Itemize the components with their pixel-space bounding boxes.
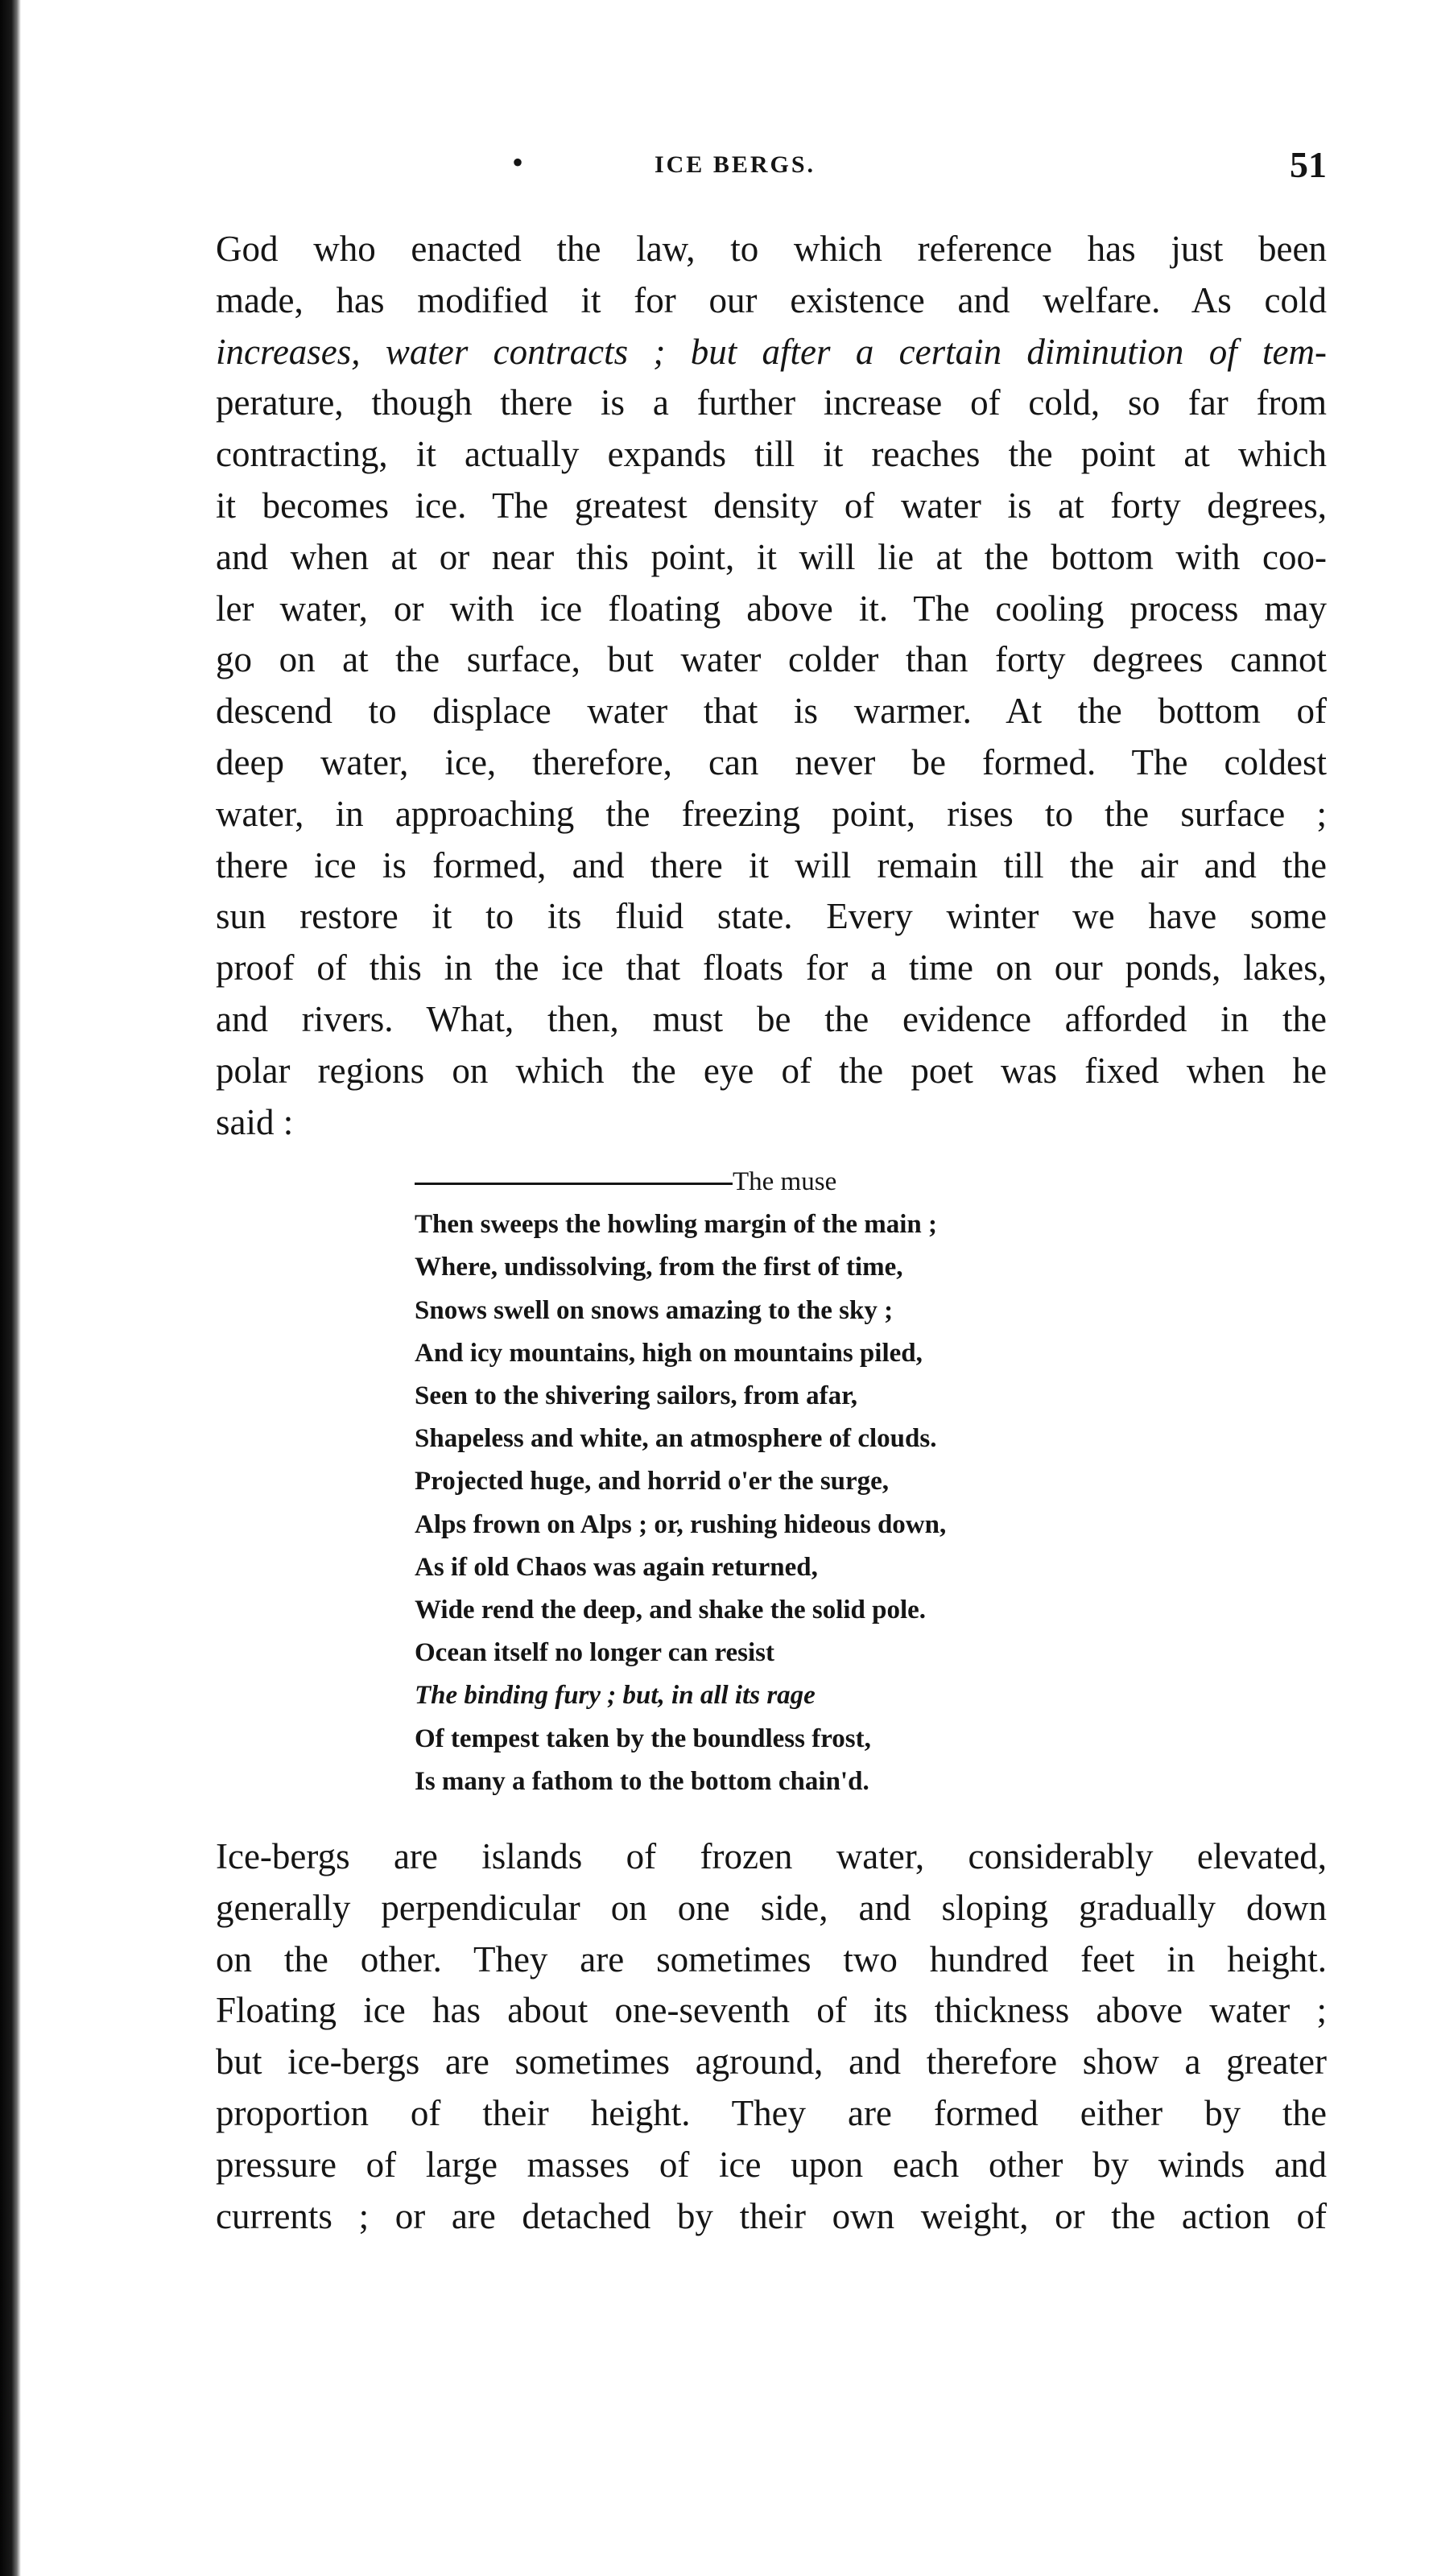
running-head bbox=[216, 143, 1327, 192]
poem-line: And icy mountains, high on mountains piled, bbox=[415, 1338, 923, 1368]
poem-line: Then sweeps the howling margin of the main ; bbox=[415, 1210, 938, 1240]
page-binding-edge bbox=[0, 0, 21, 2576]
text-line: water, in approaching the freezing point, rises to the surface ; bbox=[216, 793, 1327, 834]
poem-line: Wide rend the deep, and shake the solid pole. bbox=[415, 1596, 927, 1625]
text-line: said : bbox=[216, 1101, 294, 1142]
text-line: on the other. They are sometimes two hundred feet in height. bbox=[216, 1938, 1327, 1979]
text-line: generally perpendicular on one side, and sloping gradually down bbox=[216, 1887, 1327, 1928]
poem-quotation bbox=[415, 1161, 1220, 1803]
poem-line: Shapeless and white, an atmosphere of clouds. bbox=[415, 1424, 937, 1454]
text-line: descend to displace water that is warmer. At the bottom of bbox=[216, 691, 1327, 732]
text-line: pressure of large masses of ice upon each other by winds and bbox=[216, 2144, 1327, 2185]
text-line: and rivers. What, then, must be the evidence afforded in the bbox=[216, 998, 1327, 1039]
poem-line: Alps frown on Alps ; or, rushing hideous down, bbox=[415, 1509, 947, 1539]
text-line: deep water, ice, therefore, can never be formed. The coldest bbox=[216, 741, 1327, 782]
poem-line: Ocean itself no longer can resist bbox=[415, 1638, 774, 1668]
text-line: increases, water contracts ; but after a certain diminution of tem- bbox=[216, 331, 1327, 372]
text-line: and when at or near this point, it will lie at the bottom with coo- bbox=[216, 536, 1327, 577]
paragraph-ice-bergs bbox=[216, 1831, 1327, 2242]
text-line: proof of this in the ice that floats for a time on our ponds, lakes, bbox=[216, 947, 1327, 989]
em-dash-rule bbox=[415, 1183, 733, 1185]
text-line: ler water, or with ice floating above it. The cooling process may bbox=[216, 588, 1327, 629]
text-line: it becomes ice. The greatest density of water is at forty degrees, bbox=[216, 485, 1327, 526]
text-line: made, has modified it for our existence and welfare. As cold bbox=[216, 279, 1327, 320]
poem-line: As if old Chaos was again returned, bbox=[415, 1552, 818, 1582]
paragraph-continued bbox=[216, 224, 1327, 1148]
text-line: proportion of their height. They are formed either by the bbox=[216, 2092, 1327, 2133]
poem-line: Seen to the shivering sailors, from afar, bbox=[415, 1381, 857, 1411]
text-line: Ice-bergs are islands of frozen water, considerably elevated, bbox=[216, 1836, 1327, 1876]
poem-line: Snows swell on snows amazing to the sky ; bbox=[415, 1295, 894, 1325]
poem-line: Projected huge, and horrid o'er the surge, bbox=[415, 1467, 890, 1496]
text-line: contracting, it actually expands till it reaches the point at which bbox=[216, 434, 1327, 475]
running-title: ICE BERGS. bbox=[654, 151, 816, 178]
text-line: currents ; or are detached by their own weight, or the action of bbox=[216, 2195, 1327, 2236]
text-line: but ice-bergs are sometimes aground, and therefore show a greater bbox=[216, 2041, 1327, 2083]
text-line: God who enacted the law, to which reference has just been bbox=[216, 229, 1327, 269]
text-line: perature, though there is a further increase of cold, so far from bbox=[216, 382, 1327, 423]
poem-line: Of tempest taken by the boundless frost, bbox=[415, 1724, 871, 1753]
poem-line: Is many a fathom to the bottom chain'd. bbox=[415, 1766, 869, 1796]
poem-line: Where, undissolving, from the first of time, bbox=[415, 1253, 903, 1282]
poem-intro-line bbox=[415, 1161, 1220, 1203]
text-line: sun restore it to its fluid state. Every winter we have some bbox=[216, 896, 1327, 937]
poem-intro-word: The muse bbox=[733, 1167, 837, 1196]
header-ornament: • bbox=[512, 144, 524, 180]
page-number: 51 bbox=[1290, 144, 1327, 185]
text-line: Floating ice has about one-seventh of its thickness above water ; bbox=[216, 1990, 1327, 2031]
text-line: polar regions on which the eye of the poet was fixed when he bbox=[216, 1050, 1327, 1091]
poem-line: The binding fury ; but, in all its rage bbox=[415, 1681, 816, 1711]
text-line: there ice is formed, and there it will remain till the air and the bbox=[216, 844, 1327, 886]
text-line: go on at the surface, but water colder than forty degrees cannot bbox=[216, 639, 1327, 680]
